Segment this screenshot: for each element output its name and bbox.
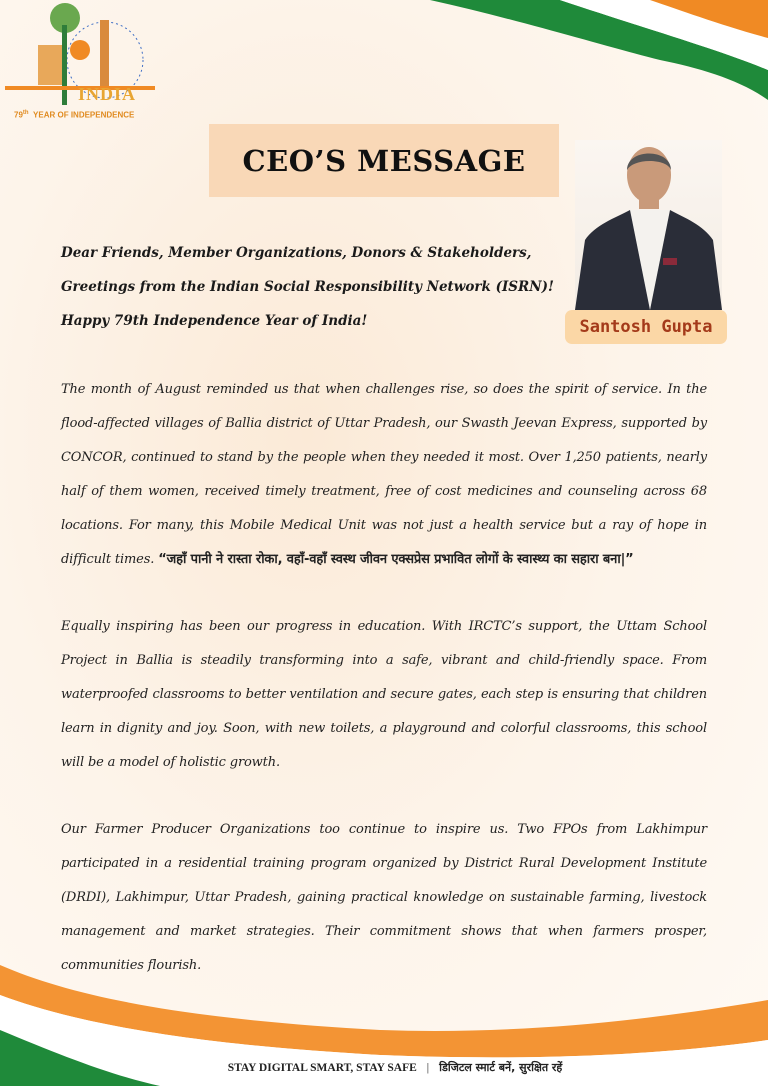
paragraph-health-text: The month of August reminded us that when challenges rise, so does the spirit of service. In the flood-affected villages of Ballia district of Uttar Pradesh, our Swasth Jeevan Express, supported by CONCOR, continued to stand by the people when they needed it most. Over 1,250 patients, nearly half of them women, received timely treatment, free of cost medicines and counseling across 68 locations. For many, this Mobile Medical Unit was not just a health service but a ray of hope in difficult times. xyxy=(61,382,707,567)
logo-ordinal: 79 xyxy=(14,110,23,120)
greeting-line: Happy 79th Independence Year of India! xyxy=(61,313,368,329)
logo-ordinal-suffix: th xyxy=(22,110,29,116)
footer-slogan xyxy=(0,1060,768,1075)
logo-tagline-text: YEAR OF INDEPENDENCE xyxy=(33,110,135,120)
paragraph-farmers: Our Farmer Producer Organizations too continue to inspire us. Two FPOs from Lakhimpur participated in a residential training program organized by District Rural Development Institute (DRDI), Lakhimpur, Uttar Pradesh, gaining practical knowledge on sustainable farming, livestock management and market strategies. Their commitment shows that when farmers prosper, communities flourish. xyxy=(61,822,707,973)
independence-logo xyxy=(0,0,160,125)
title-banner xyxy=(209,124,559,197)
page-title: CEO’S MESSAGE xyxy=(242,143,526,178)
greeting-line: Greetings from the Indian Social Responsibility Network (ISRN)! xyxy=(61,279,554,295)
paragraph-health xyxy=(61,373,707,577)
logo-tagline xyxy=(14,110,134,120)
footer-english: STAY DIGITAL SMART, STAY SAFE xyxy=(227,1062,417,1074)
footer-separator: | xyxy=(426,1062,430,1074)
paragraph-education: Equally inspiring has been our progress in education. With IRCTC’s support, the Uttam School Project in Ballia is steadily transforming into a safe, vibrant and child-friendly space. From waterproofed classrooms to better ventilation and secure gates, each step is ensuring that children learn in dignity and joy. Soon, with new toilets, a playground and colorful classrooms, this school will be a model of holistic growth. xyxy=(61,619,707,770)
ceo-photo xyxy=(575,140,722,310)
greeting-line: Dear Friends, Member Organizations, Donors & Stakeholders, xyxy=(61,245,532,261)
logo-india-text: INDIA xyxy=(78,84,137,104)
ceo-name-tag: Santosh Gupta xyxy=(565,310,727,344)
footer-hindi: डिजिटल स्मार्ट बनें, सुरक्षित रहें xyxy=(439,1061,563,1074)
hindi-quote: “जहाँ पानी ने रास्ता रोका, वहाँ-वहाँ स्वस्थ जीवन एक्सप्रेस प्रभावित लोगों के स्वास्थ्य का सहारा बना|” xyxy=(158,552,634,567)
